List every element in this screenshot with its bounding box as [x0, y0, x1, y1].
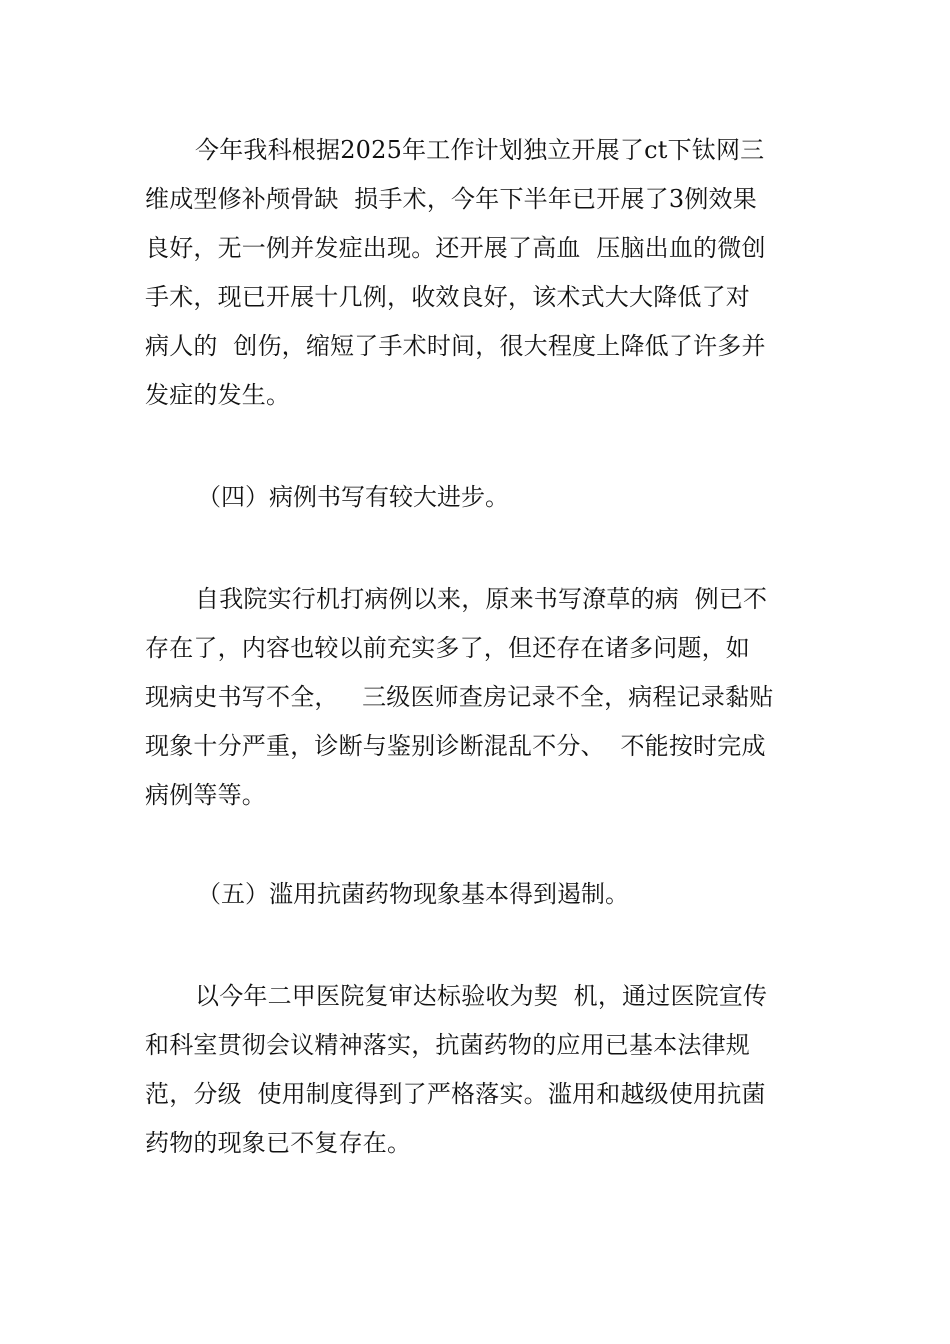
- paragraph-line: 药物的现象已不复存在。: [145, 1129, 412, 1157]
- paragraph-line: 病例等等。: [145, 781, 266, 809]
- paragraph-line: 良好，无一例并发症出现。还开展了高血 压脑出血的微创: [145, 234, 766, 262]
- paragraph-medical-records: [145, 575, 810, 820]
- section-heading-four: （四）病例书写有较大进步。: [197, 483, 509, 511]
- paragraph-line: 范，分级 使用制度得到了严格落实。滥用和越级使用抗菌: [145, 1080, 766, 1108]
- paragraph-antibiotics: [145, 972, 810, 1168]
- paragraph-line: 以今年二甲医院复审达标验收为契 机，通过医院宣传: [195, 982, 768, 1010]
- paragraph-line: 现象十分严重，诊断与鉴别诊断混乱不分、 不能按时完成: [145, 732, 766, 760]
- paragraph-line: 存在了，内容也较以前充实多了，但还存在诸多问题，如: [145, 634, 750, 662]
- paragraph-line: 维成型修补颅骨缺 损手术，今年下半年已开展了3例效果: [145, 185, 757, 213]
- paragraph-line: 手术，现已开展十几例，收效良好，该术式大大降低了对: [145, 283, 750, 311]
- paragraph-line: 今年我科根据2025年工作计划独立开展了ct下钛网三: [195, 136, 765, 164]
- section-heading-five: （五）滥用抗菌药物现象基本得到遏制。: [197, 880, 629, 908]
- paragraph-new-techniques: [145, 126, 810, 420]
- paragraph-line: 和科室贯彻会议精神落实，抗菌药物的应用已基本法律规: [145, 1031, 750, 1059]
- paragraph-line: 现病史书写不全， 三级医师查房记录不全，病程记录黏贴: [145, 683, 774, 711]
- paragraph-line: 自我院实行机打病例以来，原来书写潦草的病 例已不: [195, 585, 768, 613]
- paragraph-line: 发症的发生。: [145, 381, 291, 409]
- paragraph-line: 病人的 创伤，缩短了手术时间，很大程度上降低了许多并: [145, 332, 766, 360]
